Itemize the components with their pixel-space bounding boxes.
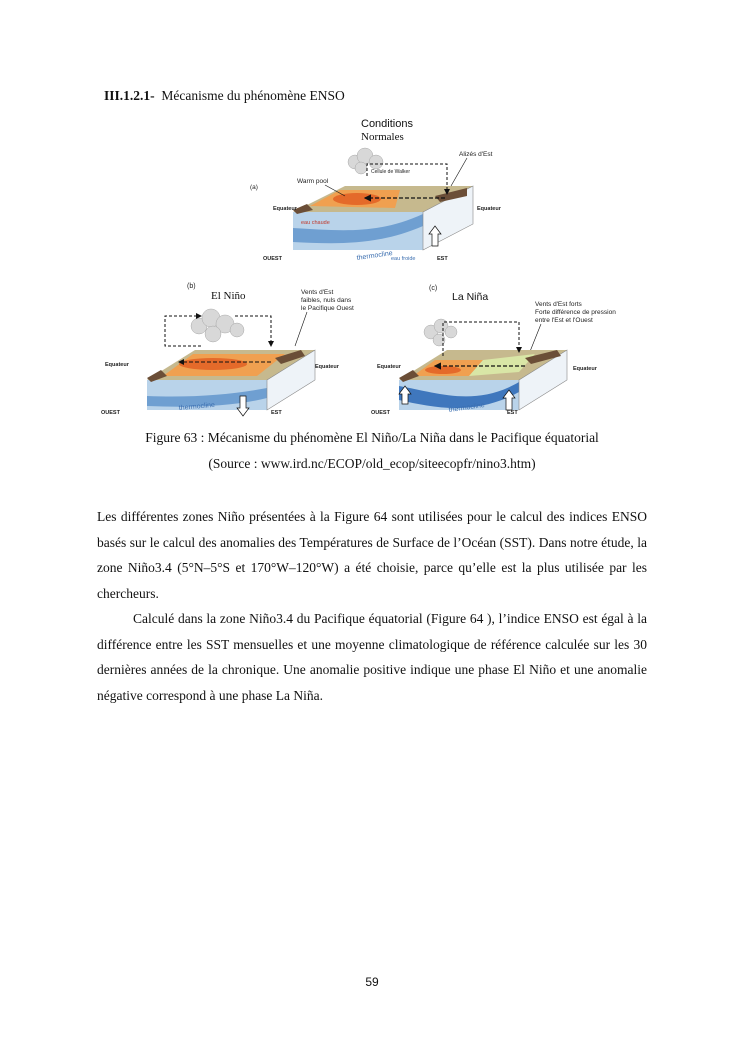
panel-a-warm-core bbox=[333, 193, 381, 205]
paragraph-1: Les différentes zones Niño présentées à la Figure 64 sont utilisées pour le calcul des indices ENSO basés sur le calcul des anomalies des Températures de Surface de l’Océan (SST). Dans notre étude, la zone Niño3.4 (5°N–5°S et 170°W–120°W) a été choisie, parce qu’elle est la plus utilisée par les chercheurs. bbox=[97, 509, 647, 601]
panel-c-note-pointer bbox=[529, 324, 541, 354]
panel-b-equateur-right: Equateur bbox=[315, 364, 339, 370]
panel-a-eau-froide: eau froide bbox=[391, 256, 416, 262]
panel-a-walker-label: Cellule de Walker bbox=[371, 169, 410, 175]
paragraph-2: Calculé dans la zone Niño3.4 du Pacifique équatorial (Figure 64 ), l’indice ENSO est égal à la différence entre les SST mensuelles et une moyenne climatologique de référence calculée sur les 30 dernières années de la chronique. Une anomalie positive indique une phase El Niño et une anomalie négative correspond à une phase La Niña. bbox=[97, 611, 647, 703]
panel-c-equateur-left: Equateur bbox=[377, 364, 401, 370]
panel-c-title: La Niña bbox=[452, 291, 489, 303]
panel-a-alizes-label: Alizés d'Est bbox=[459, 151, 493, 158]
panel-c-thermocline: thermocline bbox=[448, 402, 486, 414]
panel-b-ouest: OUEST bbox=[101, 410, 120, 416]
panel-b-note-line3: le Pacifique Ouest bbox=[301, 305, 354, 312]
panel-c-est: EST bbox=[507, 410, 518, 416]
panel-a-warm-pool-label: Warm pool bbox=[297, 178, 329, 185]
panel-a-normal bbox=[250, 118, 502, 262]
panel-a-thermocline: thermocline bbox=[356, 250, 394, 262]
panel-b-cloud bbox=[191, 309, 244, 342]
panel-b-title: El Niño bbox=[211, 290, 246, 302]
panel-c-cloud bbox=[424, 319, 457, 346]
panel-a-title-line2: Normales bbox=[361, 131, 404, 143]
panel-b-el-nino bbox=[101, 283, 354, 416]
panel-b-note-line1: Vents d'Est bbox=[301, 289, 334, 296]
panel-b-letter: (b) bbox=[187, 283, 196, 290]
section-title: Mécanisme du phénomène ENSO bbox=[161, 88, 345, 103]
panel-b-equateur-left: Equateur bbox=[105, 362, 129, 368]
panel-a-equateur-left: Equateur bbox=[273, 206, 297, 212]
section-heading bbox=[104, 88, 345, 104]
panel-a-equateur-right: Equateur bbox=[477, 206, 501, 212]
page-number: 59 bbox=[365, 975, 379, 989]
panel-c-warm-core bbox=[425, 366, 461, 374]
section-number: III.1.2.1- bbox=[104, 88, 155, 103]
panel-b-est: EST bbox=[271, 410, 282, 416]
panel-a-est: EST bbox=[437, 256, 448, 262]
enso-figure bbox=[95, 110, 655, 420]
figure-source: (Source : www.ird.nc/ECOP/old_ecop/siteecopfr/nino3.htm) bbox=[208, 456, 536, 471]
panel-b-warm-core bbox=[179, 358, 247, 370]
panel-c-la-nina bbox=[371, 285, 616, 416]
panel-c-note-line2: Forte différence de pression bbox=[535, 309, 616, 316]
panel-c-equateur-right: Equateur bbox=[573, 366, 597, 372]
panel-c-letter: (c) bbox=[429, 285, 438, 292]
panel-c-note-line3: entre l'Est et l'Ouest bbox=[535, 317, 593, 324]
panel-c-ouest: OUEST bbox=[371, 410, 390, 416]
panel-b-note-line2: faibles, nuls dans bbox=[301, 297, 352, 304]
figure-caption: Figure 63 : Mécanisme du phénomène El Niño/La Niña dans le Pacifique équatorial bbox=[145, 430, 599, 445]
panel-c-note-line1: Vents d'Est forts bbox=[535, 301, 582, 308]
panel-a-eau-chaude: eau chaude bbox=[301, 220, 330, 226]
panel-a-title-line1: Conditions bbox=[361, 118, 413, 130]
panel-b-thermocline: thermocline bbox=[178, 401, 216, 412]
panel-a-alizes-pointer bbox=[451, 158, 467, 186]
panel-a-letter: (a) bbox=[250, 184, 258, 191]
panel-b-note-pointer bbox=[295, 312, 307, 346]
panel-a-ouest: OUEST bbox=[263, 256, 282, 262]
